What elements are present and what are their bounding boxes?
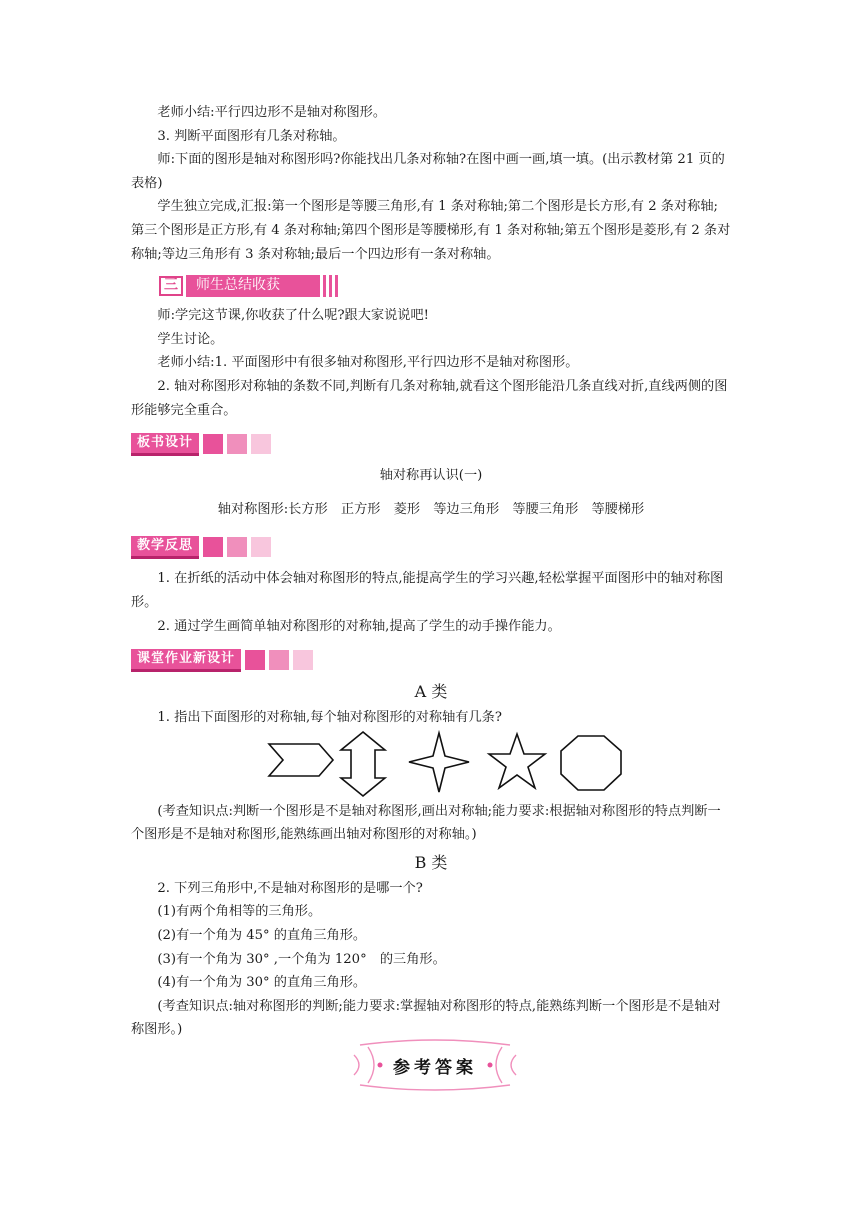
answer-banner-text: 参考答案	[393, 1058, 477, 1078]
four-point-star-shape	[409, 733, 469, 792]
question-2-note: (考查知识点:轴对称图形的判断;能力要求:掌握轴对称图形的特点,能熟练判断一个图形是不是轴对称图形。)	[131, 998, 721, 1038]
decorative-square	[203, 434, 223, 454]
decorative-square	[251, 537, 271, 557]
decorative-square	[203, 537, 223, 557]
board-title: 轴对称再认识(一)	[379, 468, 483, 484]
section-number: 三	[159, 276, 183, 296]
decorative-square	[227, 537, 247, 557]
question-1-note: (考查知识点:判断一个图形是不是轴对称图形,画出对称轴;能力要求:根据轴对称图形的特点判断一个图形是不是轴对称图形,能熟练画出轴对称图形的对称轴。)	[131, 803, 721, 843]
tag-label: 课堂作业新设计	[131, 649, 241, 672]
paragraph: 1. 在折纸的活动中体会轴对称图形的特点,能提高学生的学习兴趣,轻松掌握平面图形中的轴对称图形。	[131, 571, 724, 610]
paragraph: 学生独立完成,汇报:第一个图形是等腰三角形,有 1 条对称轴;第二个图形是长方形,有 2 条对称轴;第三个图形是正方形,有 4 条对称轴;第四个图形是等腰梯形,有 1 条对称轴;第五个图形是菱形,有 2 条对称轴;等边三角形有 3 条对称轴;最后一个四边形有一条对称轴。	[131, 199, 731, 262]
paragraph: 3. 判断平面图形有几条对称轴。	[157, 128, 346, 144]
section-heading-summary	[159, 274, 731, 298]
category-b-title: B 类	[414, 852, 448, 872]
option: (2)有一个角为 45° 的直角三角形。	[157, 928, 367, 944]
decorative-stripe	[335, 275, 338, 297]
paragraph: 2. 通过学生画简单轴对称图形的对称轴,提高了学生的动手操作能力。	[157, 618, 561, 634]
paragraph: 师:下面的图形是轴对称图形吗?你能找出几条对称轴?在图中画一画,填一填。(出示教材第 21 页的表格)	[131, 152, 725, 191]
paragraph: 学生讨论。	[157, 331, 224, 347]
tag-label: 教学反思	[131, 536, 199, 559]
page-content	[131, 101, 731, 1042]
option: (4)有一个角为 30° 的直角三角形。	[157, 975, 367, 991]
question-2: 2. 下列三角形中,不是轴对称图形的是哪一个?	[157, 880, 423, 896]
decorative-square	[293, 650, 313, 670]
decorative-stripe	[323, 275, 326, 297]
decorative-square	[227, 434, 247, 454]
answer-banner	[350, 1035, 520, 1095]
tag-reflection	[131, 535, 731, 559]
chevron-shape	[269, 744, 333, 776]
paragraph: 2. 轴对称图形对称轴的条数不同,判断有几条对称轴,就看这个图形能沿几条直线对折,直线两侧的图形能够完全重合。	[131, 378, 728, 418]
double-arrow-shape	[341, 732, 385, 796]
option: (3)有一个角为 30° ,一个角为 120° 的三角形。	[157, 951, 446, 967]
paragraph: 老师小结:平行四边形不是轴对称图形。	[157, 105, 387, 120]
category-a-title: A 类	[414, 682, 448, 702]
shapes-svg	[131, 730, 731, 800]
paragraph: 老师小结:1. 平面图形中有很多轴对称图形,平行四边形不是轴对称图形。	[157, 355, 579, 371]
section-title: 师生总结收获	[186, 275, 320, 297]
shapes-figure	[131, 730, 731, 800]
decorative-square	[251, 434, 271, 454]
decorative-square	[269, 650, 289, 670]
decorative-square	[245, 650, 265, 670]
question-1: 1. 指出下面图形的对称轴,每个轴对称图形的对称轴有几条?	[157, 710, 502, 726]
tag-board-design	[131, 432, 731, 456]
tag-homework	[131, 648, 731, 672]
board-line: 轴对称图形:长方形 正方形 菱形 等边三角形 等腰三角形 等腰梯形	[217, 501, 645, 517]
paragraph: 师:学完这节课,你收获了什么呢?跟大家说说吧!	[157, 308, 429, 324]
decorative-stripe	[329, 275, 332, 297]
octagon-shape	[561, 736, 621, 790]
five-point-star-shape	[489, 734, 545, 788]
tag-label: 板书设计	[131, 433, 199, 456]
option: (1)有两个角相等的三角形。	[157, 904, 322, 920]
